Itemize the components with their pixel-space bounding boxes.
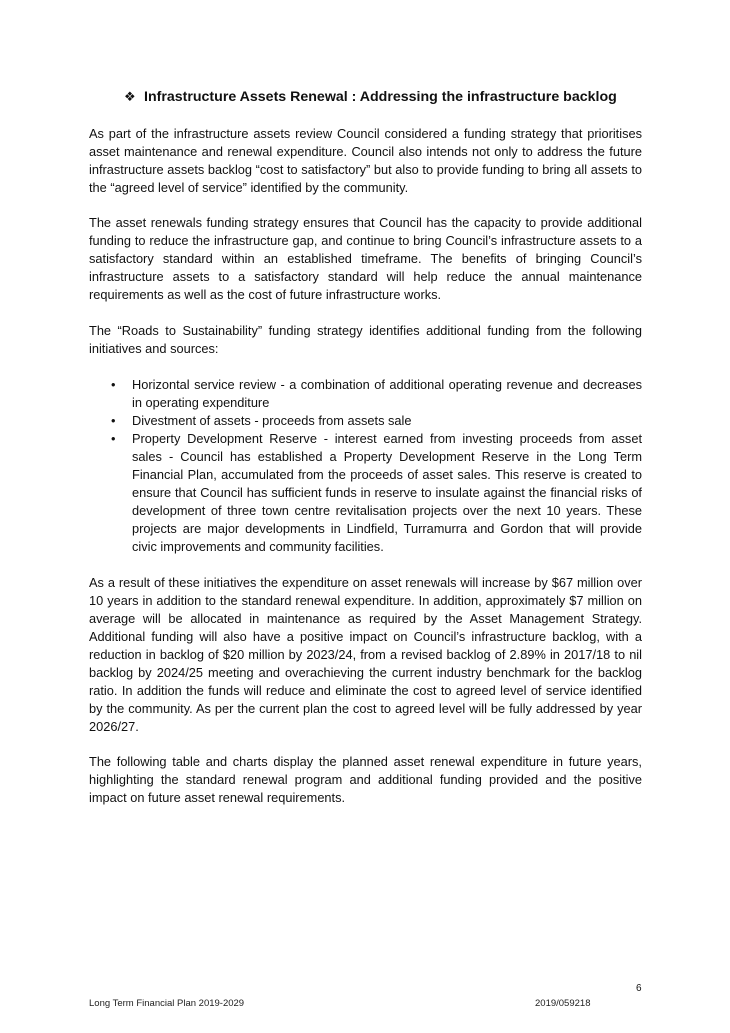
page-number: 6: [636, 983, 642, 994]
bullet-icon: •: [111, 431, 116, 446]
list-item-text: Divestment of assets - proceeds from assets sale: [132, 413, 412, 428]
paragraph-renewals-strategy: The asset renewals funding strategy ensures that Council has the capacity to provide additional funding to reduce the infrastructure gap, and continue to bring Council’s infrastructure assets to a satisfactory standard within an established timeframe. The benefits of bringing Council’s infrastructure assets to a satisfactory standard will help reduce the annual maintenance requirements as well as the cost of future infrastructure works.: [89, 215, 642, 302]
section-heading: [124, 87, 684, 107]
list-item-text: Property Development Reserve - interest earned from investing proceeds from asset sales - Council has established a Property Development Reserve in the Long Term Financial Plan, accumulated from the proceeds of asset sales. This reserve is created to ensure that Council has sufficient funds in reserve to insulate against the financial risks of development of three town centre revitalisation projects over the next 10 years. These projects are major developments in Lindfield, Turramurra and Gordon that will provide civic improvements and community facilities.: [132, 431, 642, 554]
paragraph-roads-to-sustainability: The “Roads to Sustainability” funding strategy identifies additional funding from the following initiatives and sources:: [89, 323, 642, 356]
list-item: [89, 430, 642, 556]
bullet-icon: •: [111, 413, 116, 428]
footer-document-id: 2019/059218: [535, 998, 591, 1009]
paragraph-following-table: The following table and charts display the planned asset renewal expenditure in future years, highlighting the standard renewal program and additional funding provided and the positive impact on future asset renewal requirements.: [89, 754, 642, 805]
list-item: [89, 412, 642, 430]
paragraph-funding-strategy: As part of the infrastructure assets review Council considered a funding strategy that prioritises asset maintenance and renewal expenditure. Council also intends not only to address the future infrastructure assets backlog “cost to satisfactory” but also to provide funding to bring all assets to the “agreed level of service” identified by the community.: [89, 126, 642, 195]
footer-document-title: Long Term Financial Plan 2019-2029: [89, 998, 245, 1009]
diamond-bullet-icon: ❖: [124, 89, 136, 104]
paragraph-initiatives-result: As a result of these initiatives the expenditure on asset renewals will increase by $67 million over 10 years in addition to the standard renewal expenditure. In addition, approximately $7 million on average will be allocated in maintenance as required by the Asset Management Strategy. Additional funding will also have a positive impact on Council’s infrastructure backlog, with a reduction in backlog of $20 million by 2023/24, from a revised backlog of 2.89% in 2017/18 to nil backlog by 2024/25 meeting and overachieving the current industry benchmark for the backlog ratio. In addition the funds will reduce and eliminate the cost to agreed level of service identified by the community. As per the current plan the cost to agreed level will be fully addressed by year 2026/27.: [89, 575, 642, 734]
funding-sources-list: [89, 376, 642, 556]
bullet-icon: •: [111, 377, 116, 392]
list-item-text: Horizontal service review - a combination of additional operating revenue and decreases in operating expenditure: [132, 377, 642, 410]
list-item: [89, 376, 642, 412]
section-heading-text: Infrastructure Assets Renewal : Addressing the infrastructure backlog: [144, 89, 617, 105]
